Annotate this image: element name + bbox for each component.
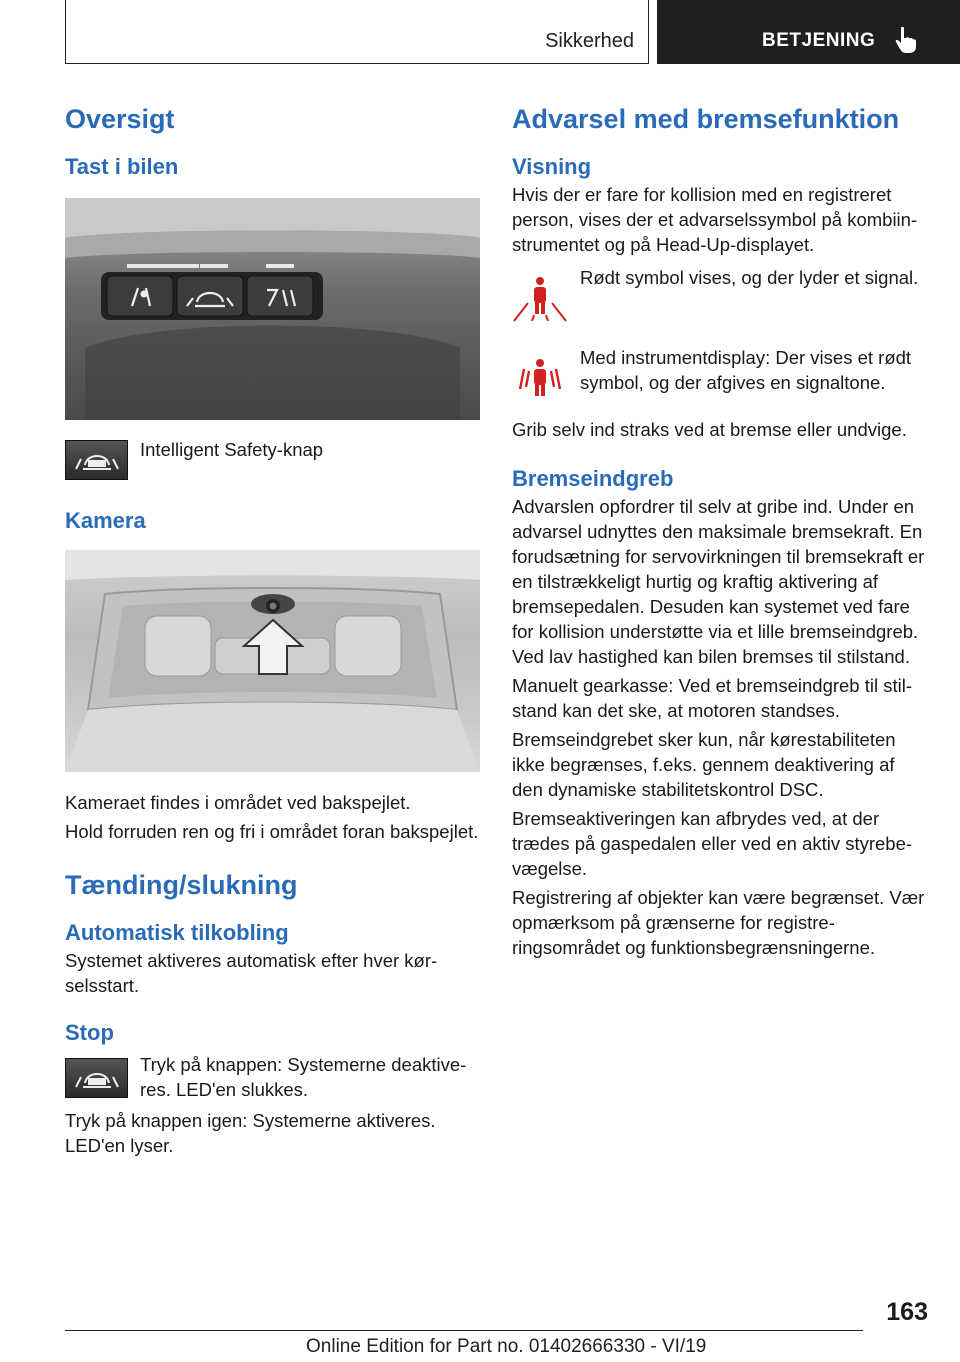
button-caption: Intelligent Safety-knap: [140, 439, 324, 460]
footer-divider: [65, 1330, 863, 1331]
pointing-hand-icon: [893, 26, 919, 54]
brake-paragraph-1: Advarslen opfordrer til selv at gribe ind. Under en advarsel udnyttes den maksimale bremsekraft. En forudsætning for servovirkningen til bremsekraft er en tilstrækkeligt hurtig og kraftig aktivering af bremsepedalen. Desuden kan systemet ved fare for kollision understøtte via et lille bremseindgreb. Ved lav hastighed kan bilen bremses til stilstand.: [512, 496, 925, 667]
warning-symbol-text-2: Med instrumentdisplay: Der vises et rødt symbol, og der afgives en signaltone.: [580, 347, 912, 393]
button-panel-illustration: [65, 198, 480, 420]
subsection-title-auto: Automatisk tilkobling: [65, 920, 289, 945]
brake-paragraph-3: Bremseindgrebet sker kun, når kørestabiliteten ikke begrænses, f.eks. gennem deaktivering af den dynamiske stabilitetskontrol DSC.: [512, 729, 896, 800]
pedestrian-warning-icon: [512, 275, 568, 323]
warning-symbol-row-2: [512, 345, 927, 403]
page-number: 163: [886, 1298, 928, 1326]
subsection-title-brake: Bremseindgreb: [512, 466, 674, 491]
header-chapter-tab: [657, 0, 960, 64]
camera-paragraph-1: Kameraet findes i området ved bakspejlet.: [65, 792, 411, 813]
subsection-title-display: Visning: [512, 154, 592, 179]
button-caption-row: [65, 440, 480, 480]
stop-instruction-row: [65, 1052, 480, 1102]
right-column: [512, 100, 927, 960]
brake-paragraph-5: Registrering af objekter kan være begrænset. Vær opmærksom på grænserne for registreringsområdet og funktionsbegrænsningerne.: [512, 887, 925, 958]
display-paragraph: Hvis der er fare for kollision med en registreret person, vises der et advarselssymbol på kombiinstrumentet og på Head-Up-displayet.: [512, 184, 918, 255]
stop-instruction-text: Tryk på knappen: Systemerne deaktiveres. LED'en slukkes.: [140, 1054, 467, 1100]
section-title-overview: Oversigt: [65, 104, 175, 134]
button-panel-image: [65, 198, 480, 420]
warning-symbol-text-1: Rødt symbol vises, og der lyder et signal.: [580, 267, 919, 288]
warning-symbol-row-1: [512, 265, 927, 323]
left-column: [65, 100, 480, 1158]
stop-paragraph: Tryk på knappen igen: Systemerne aktiveres. LED'en lyser.: [65, 1110, 436, 1156]
brake-paragraph-4: Bremseaktiveringen kan afbrydes ved, at der trædes på gaspedalen eller ved en aktiv styrebevægelse.: [512, 808, 913, 879]
auto-paragraph: Systemet aktiveres automatisk efter hver kørselsstart.: [65, 950, 438, 996]
pedestrian-signal-icon: [512, 355, 568, 403]
intelligent-safety-button-icon: [65, 440, 128, 480]
section-title-warning: Advarsel med bremsefunktion: [512, 104, 900, 134]
subsection-title-button: Tast i bilen: [65, 154, 179, 179]
subsection-title-camera: Kamera: [65, 508, 146, 533]
camera-location-image: [65, 550, 480, 772]
camera-paragraph-2: Hold forruden ren og fri i området foran bakspejlet.: [65, 821, 479, 842]
brake-paragraph-2: Manuelt gearkasse: Ved et bremseindgreb til stilstand kan det ske, at motoren standses.: [512, 675, 913, 721]
camera-illustration: [65, 550, 480, 772]
footer-edition: Online Edition for Part no. 01402666330 - VI/19: [306, 1336, 707, 1357]
action-paragraph: Grib selv ind straks ved at bremse eller undvige.: [512, 419, 907, 440]
header-section-box: [65, 0, 649, 64]
header-section-title: Sikkerhed: [545, 30, 634, 52]
section-title-ignition: Tænding/slukning: [65, 870, 298, 900]
subsection-title-stop: Stop: [65, 1020, 114, 1045]
header-chapter-title: BETJENING: [762, 30, 876, 51]
intelligent-safety-button-icon-2: [65, 1058, 128, 1098]
